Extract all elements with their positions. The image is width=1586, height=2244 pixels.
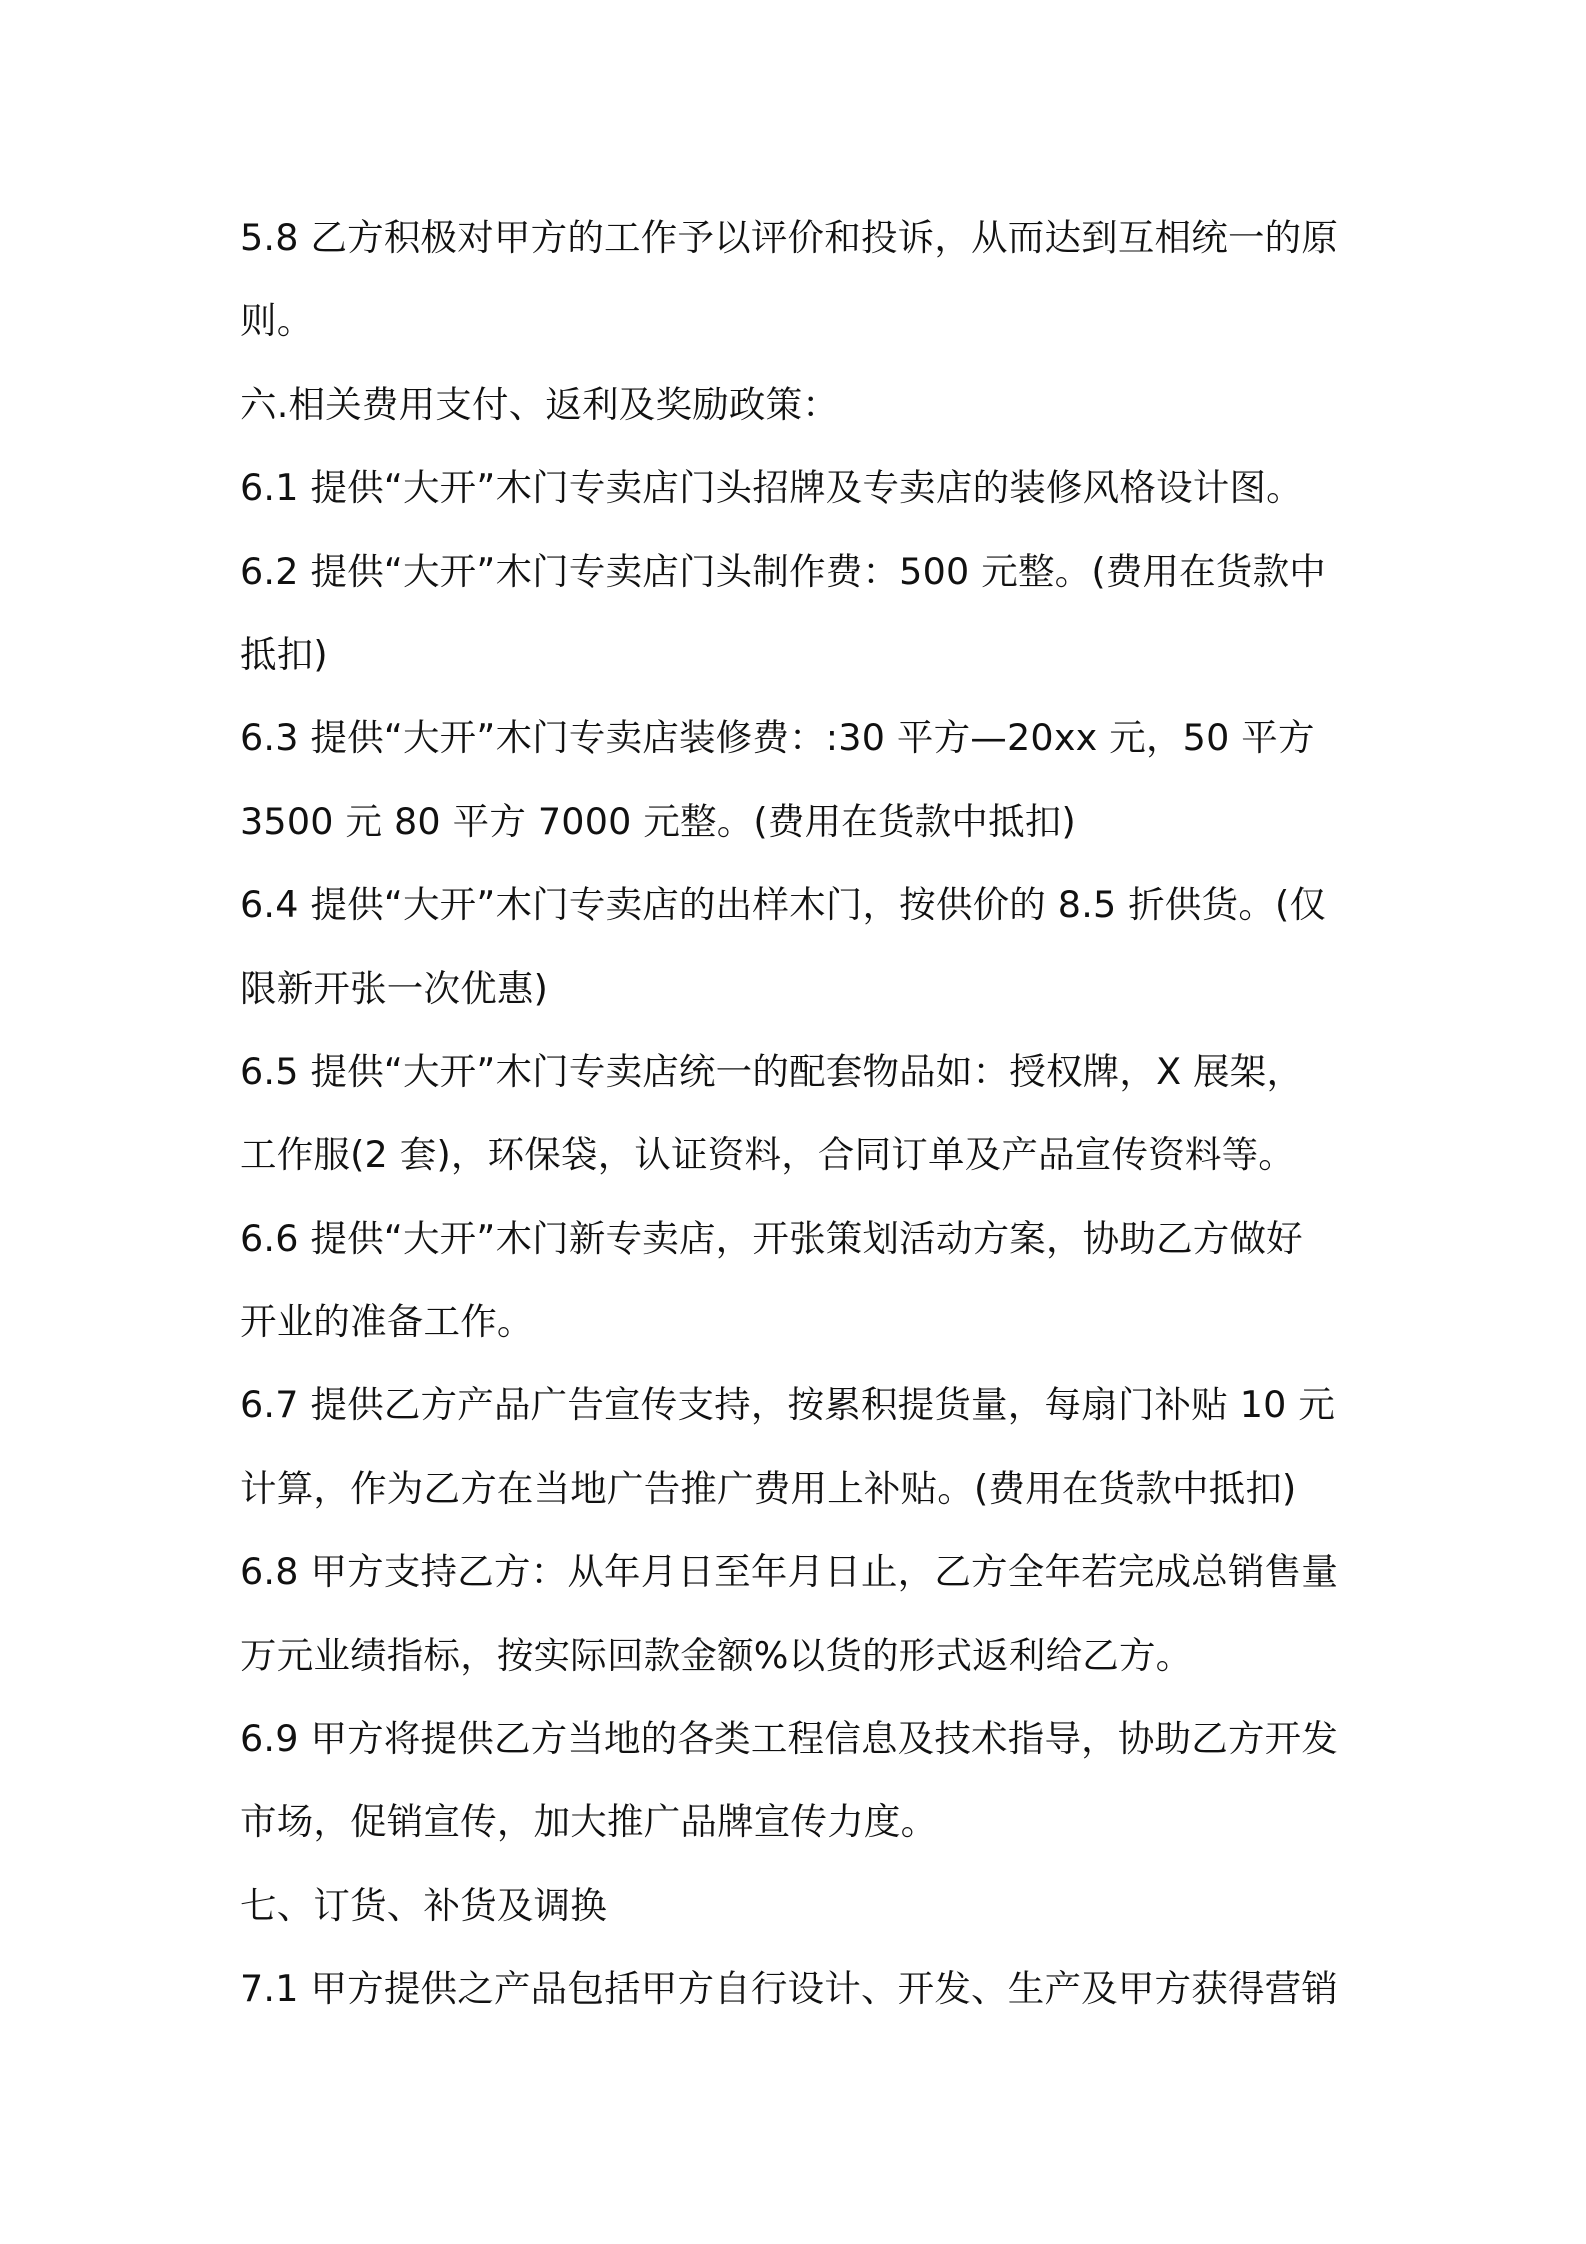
text-line: 3500 元 80 平方 7000 元整。(费用在货款中抵扣) [240, 799, 1076, 843]
text-line: 限新开张一次优惠) [240, 966, 549, 1010]
text-line: 万元业绩指标，按实际回款金额%以货的形式返利给乙方。 [240, 1633, 1193, 1677]
text-line: 6.2 提供“大开”木门专卖店门头制作费：500 元整。(费用在货款中 [240, 549, 1326, 593]
text-line: 6.5 提供“大开”木门专卖店统一的配套物品如：授权牌，X 展架， [240, 1049, 1304, 1093]
text-line: 6.6 提供“大开”木门新专卖店，开张策划活动方案，协助乙方做好 [240, 1216, 1303, 1260]
text-line: 开业的准备工作。 [240, 1300, 534, 1344]
text-line: 6.9 甲方将提供乙方当地的各类工程信息及技术指导，协助乙方开发 [240, 1717, 1339, 1761]
text-line: 6.8 甲方支持乙方：从年月日至年月日止，乙方全年若完成总销售量 [240, 1550, 1339, 1594]
text-line: 则。 [240, 299, 314, 343]
document-body [240, 196, 1360, 2031]
text-line: 7.1 甲方提供之产品包括甲方自行设计、开发、生产及甲方获得营销 [240, 1967, 1339, 2011]
text-line: 计算，作为乙方在当地广告推广费用上补贴。(费用在货款中抵扣) [240, 1466, 1297, 1510]
text-line: 6.4 提供“大开”木门专卖店的出样木门，按供价的 8.5 折供货。(仅 [240, 883, 1327, 927]
text-line: 5.8 乙方积极对甲方的工作予以评价和投诉，从而达到互相统一的原 [240, 216, 1339, 259]
text-line: 6.1 提供“大开”木门专卖店门头招牌及专卖店的装修风格设计图。 [240, 466, 1303, 510]
section-heading: 七、订货、补货及调换 [240, 1883, 607, 1927]
text-line: 抵扣) [240, 632, 328, 676]
text-line: 工作服(2 套)，环保袋，认证资料，合同订单及产品宣传资料等。 [240, 1133, 1296, 1177]
text-line: 市场，促销宣传，加大推广品牌宣传力度。 [240, 1800, 938, 1844]
text-line: 6.7 提供乙方产品广告宣传支持，按累积提货量，每扇门补贴 10 元 [240, 1383, 1336, 1427]
section-heading: 六.相关费用支付、返利及奖励政策： [240, 382, 840, 426]
text-line: 6.3 提供“大开”木门专卖店装修费：:30 平方—20xx 元，50 平方 [240, 716, 1315, 760]
